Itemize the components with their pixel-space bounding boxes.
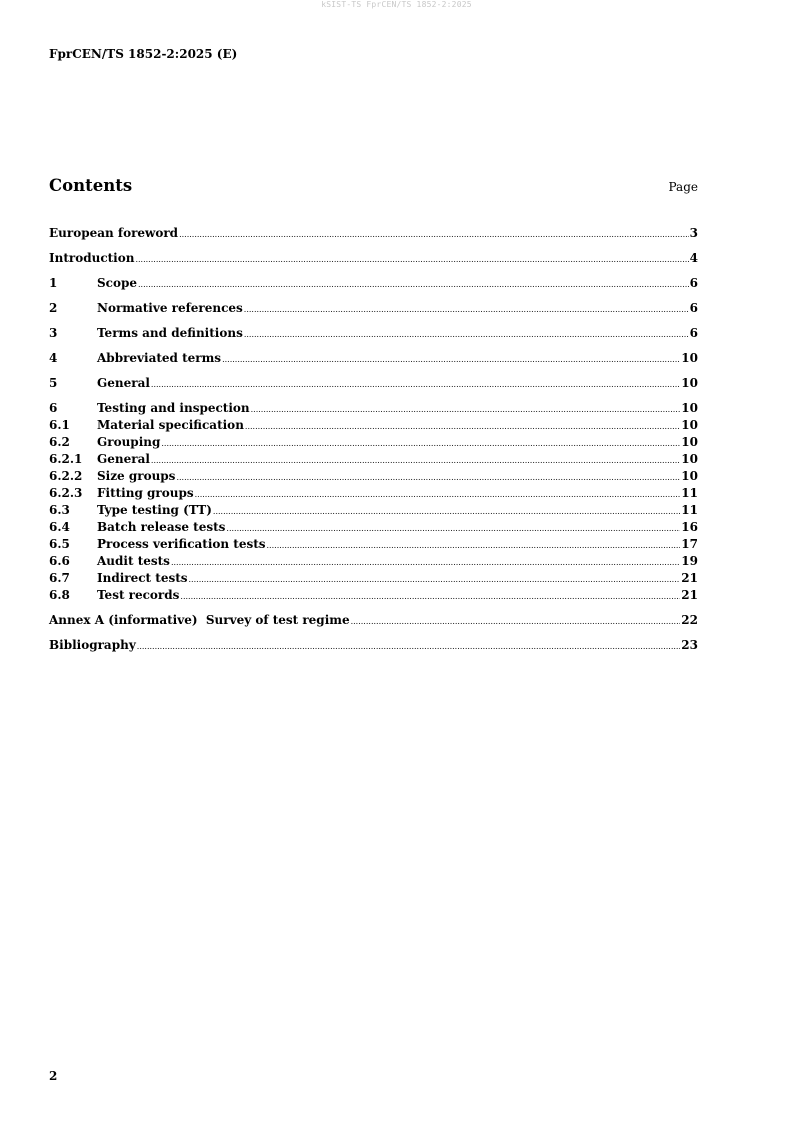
- page-number: 2: [49, 1069, 58, 1083]
- toc-entry-page: 10: [681, 351, 698, 365]
- toc-leader-dots: [180, 592, 680, 601]
- toc-leader-dots: [244, 330, 689, 339]
- toc-entry-page: 10: [681, 469, 698, 483]
- toc-entry-title: Scope: [97, 276, 138, 290]
- document-id: FprCEN/TS 1852-2:2025 (E): [49, 47, 238, 61]
- toc-entry-page: 6: [689, 276, 698, 290]
- toc-leader-dots: [179, 230, 689, 239]
- toc-entry-title: General: [97, 452, 150, 466]
- toc-entry-number: 6: [49, 401, 58, 415]
- toc-leader-dots: [351, 617, 681, 626]
- toc-entry-number: 6.5: [49, 537, 70, 551]
- table-of-contents: [49, 226, 698, 655]
- toc-entry-title: General: [97, 376, 150, 390]
- toc-entry-batch-release-tests[interactable]: [49, 520, 698, 537]
- toc-entry-audit-tests[interactable]: [49, 554, 698, 571]
- toc-entry-number: 6.2.1: [49, 452, 83, 466]
- toc-entry-number: 6.2.3: [49, 486, 83, 500]
- toc-entry-european-foreword[interactable]: [49, 226, 698, 243]
- toc-entry-title: Testing and inspection: [97, 401, 250, 415]
- page-column-label: Page: [668, 180, 698, 194]
- toc-entry-title: Indirect tests: [97, 571, 188, 585]
- toc-leader-dots: [176, 473, 680, 482]
- toc-leader-dots: [137, 642, 681, 651]
- toc-entry-number: 6.3: [49, 503, 70, 517]
- toc-entry-page: 21: [681, 588, 698, 602]
- toc-entry-abbreviated-terms[interactable]: [49, 351, 698, 368]
- toc-entry-number: 6.8: [49, 588, 70, 602]
- toc-entry-process-verification-tests[interactable]: [49, 537, 698, 554]
- toc-leader-dots: [161, 439, 680, 448]
- toc-entry-page: 22: [681, 613, 698, 627]
- toc-entry-title: Material specification: [97, 418, 244, 432]
- toc-entry-page: 6: [689, 326, 698, 340]
- toc-entry-page: 10: [681, 452, 698, 466]
- toc-entry-page: 23: [681, 638, 698, 652]
- toc-entry-title: Fitting groups: [97, 486, 194, 500]
- toc-entry-title: Terms and definitions: [97, 326, 243, 340]
- toc-entry-grouping[interactable]: [49, 435, 698, 452]
- toc-entry-page: 3: [689, 226, 698, 240]
- toc-leader-dots: [245, 422, 680, 431]
- toc-entry-number: 6.2.2: [49, 469, 83, 483]
- contents-title: Contents: [49, 176, 133, 195]
- toc-entry-number: 3: [49, 326, 58, 340]
- toc-entry-testing-and-inspection[interactable]: [49, 401, 698, 418]
- toc-entry-title: Test records: [97, 588, 180, 602]
- toc-entry-bibliography[interactable]: [49, 638, 698, 655]
- toc-entry-title: Size groups: [97, 469, 176, 483]
- toc-entry-number: 6.4: [49, 520, 70, 534]
- toc-entry-page: 19: [681, 554, 698, 568]
- toc-entry-size-groups[interactable]: [49, 469, 698, 486]
- toc-leader-dots: [226, 524, 680, 533]
- toc-entry-terms-and-definitions[interactable]: [49, 326, 698, 343]
- toc-entry-number: 4: [49, 351, 58, 365]
- toc-leader-dots: [251, 405, 681, 414]
- toc-leader-dots: [135, 255, 688, 264]
- toc-entry-normative-references[interactable]: [49, 301, 698, 318]
- toc-entry-page: 6: [689, 301, 698, 315]
- toc-entry-indirect-tests[interactable]: [49, 571, 698, 588]
- toc-entry-page: 17: [681, 537, 698, 551]
- toc-entry-general[interactable]: [49, 376, 698, 393]
- toc-entry-title: Abbreviated terms: [97, 351, 222, 365]
- toc-entry-title: Type testing (TT): [97, 503, 212, 517]
- toc-entry-title: Annex A (informative) Survey of test regime: [49, 613, 350, 627]
- toc-entry-number: 6.2: [49, 435, 70, 449]
- toc-entry-title: Grouping: [97, 435, 161, 449]
- watermark: kSIST-TS FprCEN/TS 1852-2:2025: [321, 0, 472, 9]
- toc-entry-title: Bibliography: [49, 638, 136, 652]
- toc-entry-page: 4: [689, 251, 698, 265]
- toc-entry-page: 11: [681, 503, 698, 517]
- toc-leader-dots: [222, 355, 680, 364]
- toc-entry-title: Normative references: [97, 301, 243, 315]
- toc-entry-page: 10: [681, 376, 698, 390]
- toc-entry-title: Audit tests: [97, 554, 170, 568]
- toc-leader-dots: [151, 380, 680, 389]
- toc-entry-number: 5: [49, 376, 58, 390]
- toc-entry-number: 2: [49, 301, 58, 315]
- toc-leader-dots: [195, 490, 681, 499]
- toc-entry-page: 11: [681, 486, 698, 500]
- toc-entry-page: 16: [681, 520, 698, 534]
- toc-leader-dots: [189, 575, 681, 584]
- toc-entry-page: 21: [681, 571, 698, 585]
- toc-entry-page: 10: [681, 418, 698, 432]
- toc-leader-dots: [151, 456, 680, 465]
- toc-leader-dots: [267, 541, 681, 550]
- toc-entry-fitting-groups[interactable]: [49, 486, 698, 503]
- toc-entry-scope[interactable]: [49, 276, 698, 293]
- toc-entry-title: Introduction: [49, 251, 135, 265]
- contents-header: [49, 176, 698, 198]
- toc-entry-type-testing[interactable]: [49, 503, 698, 520]
- toc-leader-dots: [138, 280, 689, 289]
- toc-entry-grouping-general[interactable]: [49, 452, 698, 469]
- toc-leader-dots: [244, 305, 689, 314]
- toc-entry-number: 6.1: [49, 418, 70, 432]
- toc-entry-test-records[interactable]: [49, 588, 698, 605]
- toc-entry-annex-a[interactable]: [49, 613, 698, 630]
- toc-entry-number: 6.6: [49, 554, 70, 568]
- toc-entry-introduction[interactable]: [49, 251, 698, 268]
- toc-entry-title: European foreword: [49, 226, 179, 240]
- toc-entry-page: 10: [681, 435, 698, 449]
- toc-leader-dots: [171, 558, 680, 567]
- toc-entry-material-specification[interactable]: [49, 418, 698, 435]
- toc-leader-dots: [213, 507, 680, 516]
- toc-entry-title: Batch release tests: [97, 520, 226, 534]
- toc-entry-page: 10: [681, 401, 698, 415]
- toc-entry-title: Process verification tests: [97, 537, 266, 551]
- toc-entry-number: 6.7: [49, 571, 70, 585]
- toc-entry-number: 1: [49, 276, 58, 290]
